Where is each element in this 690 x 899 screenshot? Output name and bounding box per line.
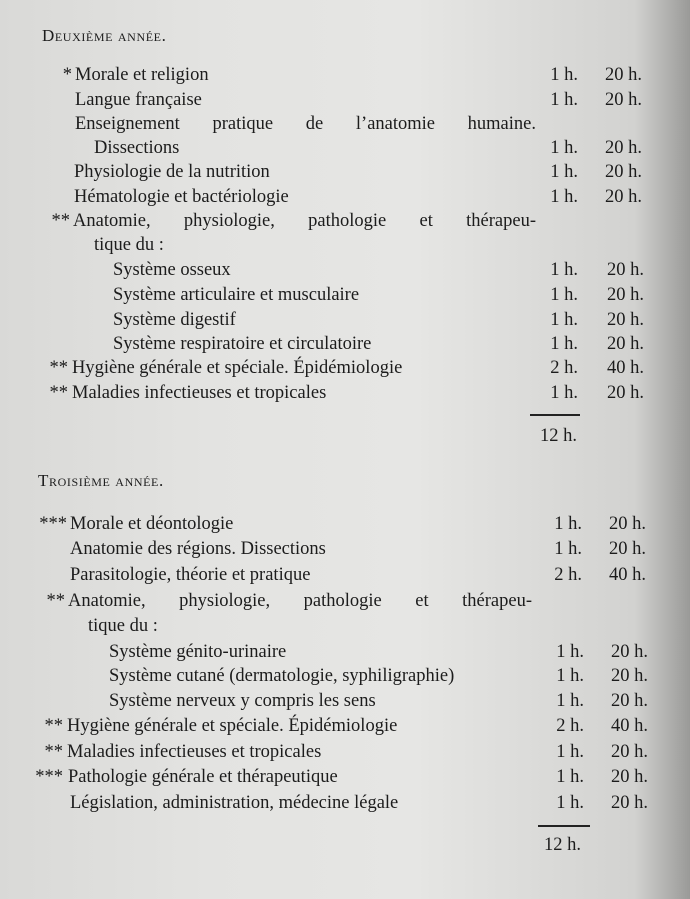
course-row xyxy=(0,211,690,235)
course-label: Système génito-urinaire xyxy=(109,642,287,662)
weekly-hours: 1 h. xyxy=(556,691,584,711)
course-row xyxy=(0,260,690,284)
total-hours: 40 h. xyxy=(609,565,646,585)
course-row xyxy=(0,591,690,615)
total-hours: 20 h. xyxy=(607,334,644,354)
asterisk-mark: *** xyxy=(35,767,63,787)
course-row xyxy=(0,793,690,817)
course-label: Dissections xyxy=(94,138,180,158)
total-hours: 20 h. xyxy=(609,514,646,534)
course-row xyxy=(0,138,690,162)
weekly-hours: 1 h. xyxy=(556,642,584,662)
course-label: Maladies infectieuses et tropicales xyxy=(72,383,327,403)
course-label: Maladies infectieuses et tropicales xyxy=(67,742,322,762)
course-row xyxy=(0,742,690,766)
course-label: Système cutané (dermatologie, syphiligraphie) xyxy=(109,666,455,686)
total-hours: 20 h. xyxy=(605,162,642,182)
asterisk-mark: ** xyxy=(51,211,70,231)
course-row xyxy=(0,114,690,138)
weekly-hours: 2 h. xyxy=(554,565,582,585)
weekly-hours: 2 h. xyxy=(556,716,584,736)
course-row xyxy=(0,666,690,690)
course-label: Système nerveux y compris les sens xyxy=(109,691,376,711)
weekly-hours: 1 h. xyxy=(550,90,578,110)
weekly-hours: 1 h. xyxy=(550,187,578,207)
total-hours: 20 h. xyxy=(605,90,642,110)
weekly-hours: 1 h. xyxy=(556,742,584,762)
total-hours: 20 h. xyxy=(611,642,648,662)
course-row xyxy=(0,358,690,382)
asterisk-mark: *** xyxy=(39,514,67,534)
course-row xyxy=(0,187,690,211)
course-row xyxy=(0,334,690,358)
weekly-hours: 1 h. xyxy=(556,767,584,787)
total-hours: 20 h. xyxy=(611,767,648,787)
total-hours: 40 h. xyxy=(611,716,648,736)
asterisk-mark: ** xyxy=(46,591,65,611)
course-row xyxy=(0,616,690,640)
course-row xyxy=(0,285,690,309)
course-row xyxy=(0,514,690,538)
weekly-hours: 1 h. xyxy=(550,334,578,354)
course-label: Pathologie générale et thérapeutique xyxy=(68,767,338,787)
course-label: Système osseux xyxy=(113,260,231,280)
total-hours: 20 h. xyxy=(609,539,646,559)
weekly-hours: 1 h. xyxy=(550,383,578,403)
sum-rule xyxy=(538,825,590,827)
sum-rule xyxy=(530,414,580,416)
course-row xyxy=(0,642,690,666)
asterisk-mark: ** xyxy=(49,383,68,403)
weekly-hours: 1 h. xyxy=(550,260,578,280)
course-row xyxy=(0,65,690,89)
course-row xyxy=(0,691,690,715)
course-label: tique du : xyxy=(94,235,164,255)
course-row xyxy=(0,565,690,589)
asterisk-mark: * xyxy=(62,65,72,85)
course-label: tique du : xyxy=(88,616,158,636)
course-label: Hygiène générale et spéciale. Épidémiologie xyxy=(72,358,403,378)
total-hours: 20 h. xyxy=(611,666,648,686)
year3-heading: Troisième année. xyxy=(38,471,164,490)
course-label: Morale et religion xyxy=(75,65,209,85)
asterisk-mark: ** xyxy=(44,742,63,762)
total-hours: 20 h. xyxy=(607,383,644,403)
course-label: Législation, administration, médecine légale xyxy=(70,793,399,813)
course-label: Morale et déontologie xyxy=(70,514,234,534)
weekly-hours: 1 h. xyxy=(554,514,582,534)
weekly-hours: 1 h. xyxy=(554,539,582,559)
year2-heading: Deuxième année. xyxy=(42,26,167,45)
year2-total: 12 h. xyxy=(540,426,577,446)
course-row xyxy=(0,90,690,114)
asterisk-mark: ** xyxy=(49,358,68,378)
total-hours: 20 h. xyxy=(611,691,648,711)
weekly-hours: 1 h. xyxy=(550,310,578,330)
course-label: Système respiratoire et circulatoire xyxy=(113,334,372,354)
total-hours: 20 h. xyxy=(605,65,642,85)
total-hours: 20 h. xyxy=(611,793,648,813)
course-label: Parasitologie, théorie et pratique xyxy=(70,565,311,585)
course-label: Hématologie et bactériologie xyxy=(74,187,289,207)
course-row xyxy=(0,539,690,563)
weekly-hours: 1 h. xyxy=(550,285,578,305)
weekly-hours: 1 h. xyxy=(556,666,584,686)
total-hours: 20 h. xyxy=(607,285,644,305)
course-row xyxy=(0,162,690,186)
year3-total: 12 h. xyxy=(544,835,581,855)
asterisk-mark: ** xyxy=(44,716,63,736)
course-row xyxy=(0,716,690,740)
course-label: Enseignement pratique de l’anatomie humaine. xyxy=(75,114,536,134)
total-hours: 20 h. xyxy=(607,310,644,330)
course-label: Hygiène générale et spéciale. Épidémiologie xyxy=(67,716,398,736)
weekly-hours: 2 h. xyxy=(550,358,578,378)
course-label: Système digestif xyxy=(113,310,236,330)
total-hours: 20 h. xyxy=(611,742,648,762)
course-row xyxy=(0,235,690,259)
weekly-hours: 1 h. xyxy=(556,793,584,813)
course-row xyxy=(0,310,690,334)
weekly-hours: 1 h. xyxy=(550,65,578,85)
course-label: Anatomie des régions. Dissections xyxy=(70,539,326,559)
course-label: Système articulaire et musculaire xyxy=(113,285,360,305)
total-hours: 40 h. xyxy=(607,358,644,378)
course-label: Langue française xyxy=(75,90,202,110)
course-label: Physiologie de la nutrition xyxy=(74,162,270,182)
weekly-hours: 1 h. xyxy=(550,138,578,158)
weekly-hours: 1 h. xyxy=(550,162,578,182)
total-hours: 20 h. xyxy=(607,260,644,280)
course-row xyxy=(0,767,690,791)
course-label: Anatomie, physiologie, pathologie et thérapeu- xyxy=(68,591,532,611)
course-label: Anatomie, physiologie, pathologie et thérapeu- xyxy=(73,211,536,231)
total-hours: 20 h. xyxy=(605,187,642,207)
total-hours: 20 h. xyxy=(605,138,642,158)
course-row xyxy=(0,383,690,407)
